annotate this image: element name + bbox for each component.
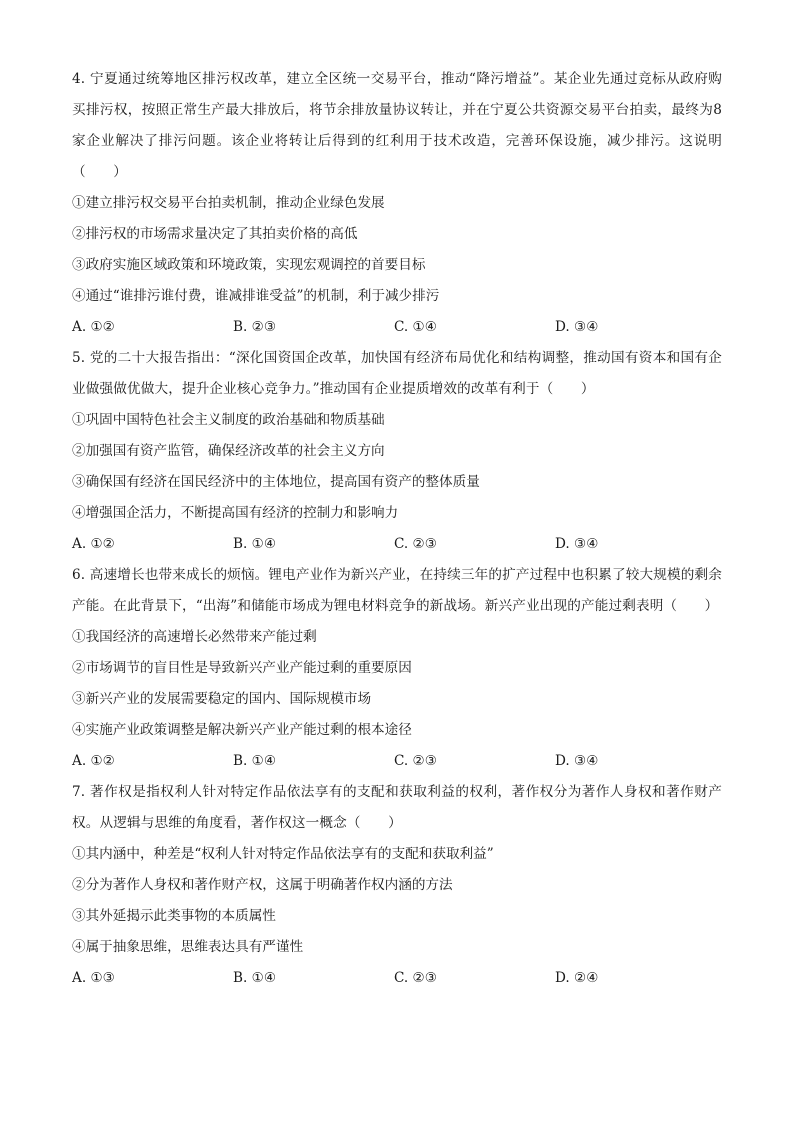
statement-3: ③确保国有经济在国民经济中的主体地位，提高国有资产的整体质量 [72,474,480,490]
statement-2: ②分为著作人身权和著作财产权，这属于明确著作权内涵的方法 [72,877,453,893]
question-stem: 7. 著作权是指权利人针对特定作品依法享有的支配和获取利益的权利，著作权分为著作人身权和著作财产权。从逻辑与思维的角度看，著作权这一概念（ ） [72,784,722,831]
answer-choices [72,312,722,343]
question-stem: 4. 宁夏通过统筹地区排污权改革，建立全区统一交易平台，推动“降污增益”。某企业先通过竞标从政府购买排污权，按照正常生产最大排放后，将节余排放量协议转让，并在宁夏公共资源交易平台拍卖，最终为8家企业解决了排污问题。该企业将转让后得到的红利用于技术改造，完善环保设施，减少排污。这说明（ ） [72,71,722,180]
statement-2: ②加强国有资产监管，确保经济改革的社会主义方向 [72,443,385,459]
statement-4: ④实施产业政策调整是解决新兴产业产能过剩的根本途径 [72,722,412,738]
answer-b[interactable]: B. ①④ [233,536,277,552]
statement-4: ④通过“谁排污谁付费，谁减排谁受益”的机制，利于减少排污 [72,288,440,304]
answer-a[interactable]: A. ①② [72,536,115,552]
answer-c[interactable]: C. ②③ [394,536,437,552]
statement-1: ①其内涵中，种差是“权利人针对特定作品依法享有的支配和获取利益” [72,846,494,862]
answer-c[interactable]: C. ②③ [394,753,437,769]
answer-a[interactable]: A. ①② [72,319,115,335]
answer-b[interactable]: B. ①④ [233,753,277,769]
statement-4: ④增强国企活力，不断提高国有经济的控制力和影响力 [72,505,399,521]
statement-4: ④属于抽象思维，思维表达具有严谨性 [72,939,304,955]
statement-2: ②排污权的市场需求量决定了其拍卖价格的高低 [72,226,358,242]
answer-choices [72,963,722,994]
question-stem: 6. 高速增长也带来成长的烦恼。锂电产业作为新兴产业，在持续三年的扩产过程中也积累了较大规模的剩余产能。在此背景下，“出海”和储能市场成为锂电材料竞争的新战场。新兴产业出现的产能过剩表明（ ） [72,567,722,614]
answer-a[interactable]: A. ①② [72,753,115,769]
question-5 [72,343,722,560]
question-6 [72,560,722,777]
answer-b[interactable]: B. ②③ [233,319,277,335]
statement-3: ③其外延揭示此类事物的本质属性 [72,908,276,924]
question-7 [72,777,722,994]
statement-3: ③政府实施区域政策和环境政策，实现宏观调控的首要目标 [72,257,426,273]
answer-d[interactable]: D. ③④ [555,319,599,335]
answer-d[interactable]: D. ③④ [555,536,599,552]
answer-c[interactable]: C. ①④ [394,319,437,335]
answer-a[interactable]: A. ①③ [72,970,115,986]
answer-d[interactable]: D. ③④ [555,753,599,769]
statement-1: ①巩固中国特色社会主义制度的政治基础和物质基础 [72,412,385,428]
statement-2: ②市场调节的盲目性是导致新兴产业产能过剩的重要原因 [72,660,412,676]
statement-3: ③新兴产业的发展需要稳定的国内、国际规模市场 [72,691,372,707]
answer-choices [72,529,722,560]
statement-1: ①建立排污权交易平台拍卖机制，推动企业绿色发展 [72,195,385,211]
answer-b[interactable]: B. ①④ [233,970,277,986]
answer-choices [72,746,722,777]
question-stem: 5. 党的二十大报告指出：“深化国资国企改革，加快国有经济布局优化和结构调整，推动国有资本和国有企业做强做优做大，提升企业核心竞争力。”推动国有企业提质增效的改革有利于（ ） [72,350,722,397]
answer-d[interactable]: D. ②④ [555,970,599,986]
question-4 [72,64,722,343]
exam-page [72,64,722,994]
answer-c[interactable]: C. ②③ [394,970,437,986]
statement-1: ①我国经济的高速增长必然带来产能过剩 [72,629,317,645]
